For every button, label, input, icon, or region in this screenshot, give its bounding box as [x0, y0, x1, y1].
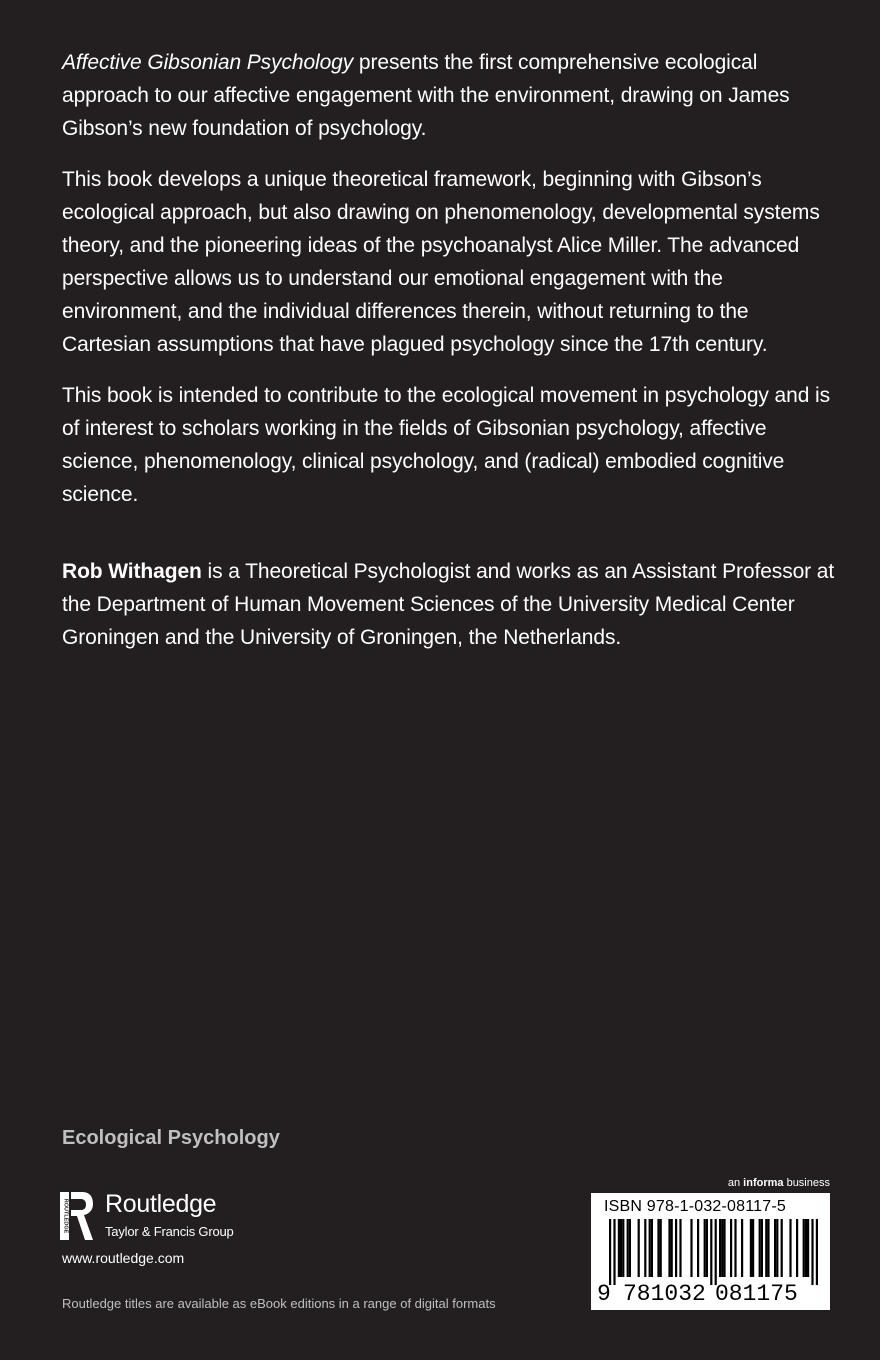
barcode-bar [660, 1219, 662, 1277]
barcode-lead-digit: 9 [597, 1281, 611, 1307]
publisher-url[interactable]: www.routledge.com [62, 1250, 185, 1266]
publisher-name: Routledge [105, 1190, 217, 1218]
barcode-bar [767, 1219, 769, 1277]
barcode-bar [651, 1219, 653, 1277]
book-title: Affective Gibsonian Psychology [62, 51, 354, 74]
barcode-bar [710, 1219, 712, 1285]
barcode-bar [627, 1219, 629, 1277]
barcode-bar [679, 1219, 681, 1277]
barcode-bar [668, 1219, 670, 1277]
barcode-bar [789, 1219, 791, 1277]
barcode-bar [796, 1219, 798, 1277]
barcode-bar [609, 1219, 611, 1285]
publisher-tagline: Taylor & Francis Group [105, 1224, 234, 1239]
barcode-left-digits: 781032 [623, 1281, 706, 1307]
series-name: Ecological Psychology [62, 1127, 280, 1149]
barcode-bar [723, 1219, 725, 1277]
barcode-bar [774, 1219, 776, 1277]
barcode-bar [622, 1219, 624, 1277]
barcode-bar [750, 1219, 752, 1277]
barcode-bar [629, 1219, 631, 1277]
barcode-bar [807, 1219, 809, 1277]
barcode-bar [719, 1219, 721, 1277]
barcode-bar [715, 1219, 717, 1285]
barcode-bar [613, 1219, 615, 1285]
barcode-bar [761, 1219, 763, 1277]
routledge-logo [60, 1190, 310, 1250]
barcode-bar [816, 1219, 818, 1285]
ebook-note: Routledge titles are available as eBook editions in a range of digital formats [62, 1296, 496, 1311]
author-bio: Rob Withagen is a Theoretical Psychologist and works as an Assistant Professor at the Department of Human Movement Sciences of the University Medical Center Groningen and the University of Groningen, the Netherlands. [62, 560, 835, 649]
isbn-text: ISBN 978-1-032-08117-5 [604, 1198, 786, 1215]
barcode-bars [593, 1219, 828, 1285]
blurb-paragraph-2: This book develops a unique theoretical framework, beginning with Gibson’s ecological approach, but also drawing on phenomenology, developmental systems theory, and the pioneering ideas of the psychoanalyst Alice Miller. The advanced perspective allows us to understand our emotional engagement with the environment, and the individual differences therein, without returning to the Cartesian assumptions that have plagued psychology since the 17th century. [62, 168, 820, 356]
author-name: Rob Withagen [62, 560, 202, 583]
barcode-bar [649, 1219, 651, 1277]
barcode-bar [690, 1219, 692, 1277]
barcode-bar [644, 1219, 646, 1277]
barcode-bar [734, 1219, 736, 1277]
barcode-bar [638, 1219, 640, 1277]
logo-vertical-text: ROUTLEDGE [62, 1198, 69, 1234]
routledge-logo-icon [60, 1192, 94, 1240]
isbn-barcode [591, 1193, 830, 1310]
barcode-bar [752, 1219, 754, 1277]
barcode-bar [704, 1219, 706, 1277]
blurb-paragraph-3: This book is intended to contribute to the ecological movement in psychology and is of interest to scholars working in the fields of Gibsonian psychology, affective science, phenomenology, clinical psychology, and (radical) embodied cognitive science. [62, 384, 830, 506]
informa-business-label: an informa business [727, 1177, 830, 1189]
barcode-bar [675, 1219, 677, 1277]
barcode-bar [721, 1219, 723, 1277]
barcode-bar [759, 1219, 761, 1277]
barcode-bar [618, 1219, 620, 1277]
barcode-bar [657, 1219, 659, 1277]
barcode-bar [706, 1219, 708, 1277]
barcode-bar [730, 1219, 732, 1277]
blurb-paragraph-1: Affective Gibsonian Psychology presents the first comprehensive ecological approach to our affective engagement with the environment, drawing on James Gibson’s new foundation of psychology. [62, 51, 790, 140]
barcode-bar [741, 1219, 743, 1277]
barcode-right-digits: 081175 [715, 1281, 798, 1307]
barcode-bar [697, 1219, 699, 1277]
back-cover-blurb [62, 46, 842, 672]
barcode-bar [620, 1219, 622, 1277]
barcode-bar [776, 1219, 778, 1277]
barcode-bar [811, 1219, 813, 1285]
barcode-bar [781, 1219, 783, 1277]
barcode-bar [671, 1219, 673, 1277]
barcode-bar [803, 1219, 805, 1277]
barcode-bar [805, 1219, 807, 1277]
barcode-bar [765, 1219, 767, 1277]
